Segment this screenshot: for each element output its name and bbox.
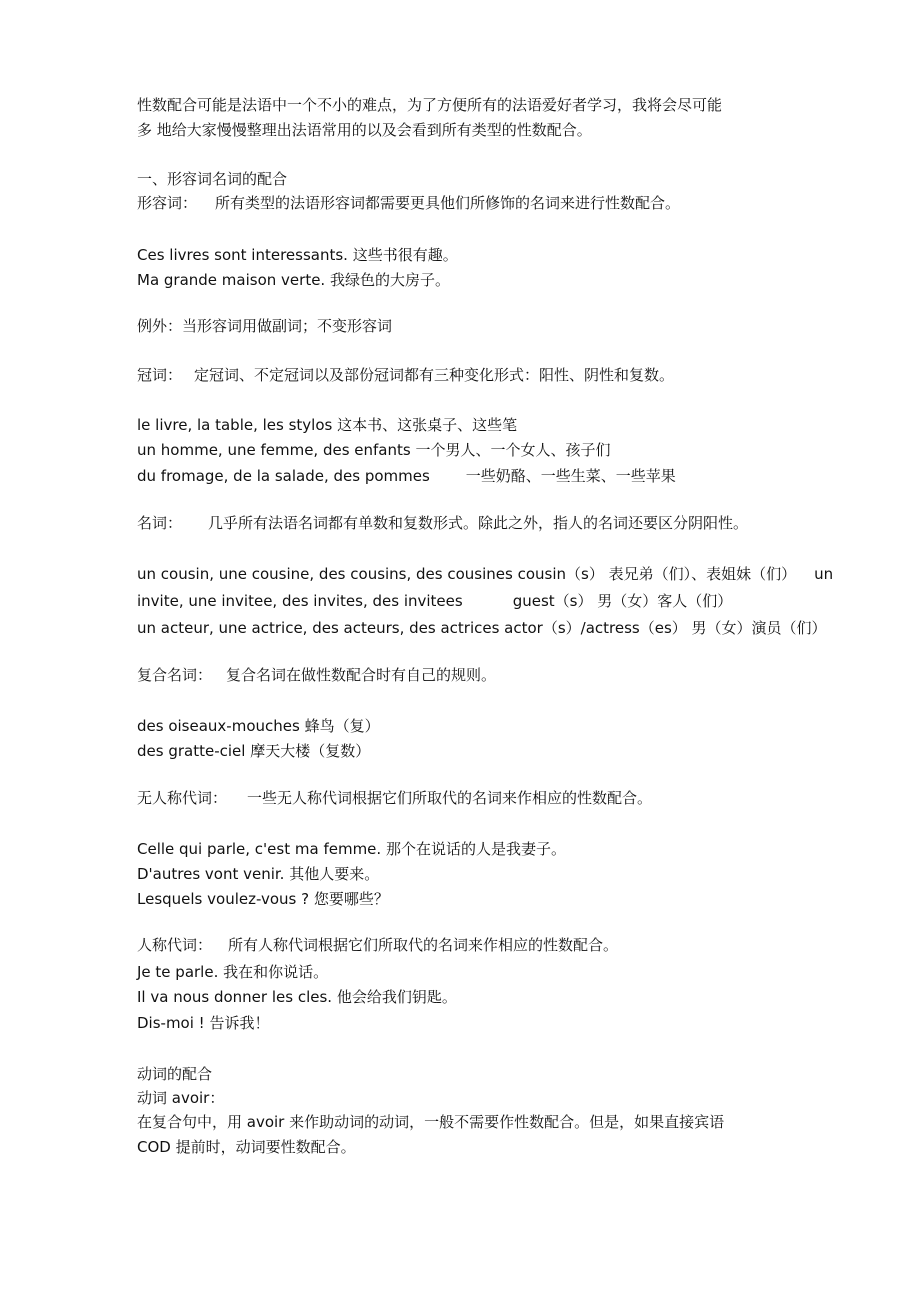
personal-example: Je te parle. 我在和你说话。 <box>137 963 329 981</box>
article-example <box>137 466 676 486</box>
noun-example-2 <box>137 591 732 611</box>
adjective-example: Ma grande maison verte. 我绿色的大房子。 <box>137 271 450 289</box>
verb-rule-line-2: COD 提前时，动词要性数配合。 <box>137 1138 356 1156</box>
article-example: un homme, une femme, des enfants 一个男人、一个女人、孩子们 <box>137 441 611 459</box>
impersonal-label: 无人称代词： <box>137 789 228 807</box>
section-heading-adj-noun: 一、形容词名词的配合 <box>137 170 288 188</box>
personal-rule <box>137 935 618 955</box>
verb-subheading: 动词 avoir： <box>137 1089 225 1107</box>
noun-example-1-tail: un <box>814 565 834 583</box>
intro-line-1: 性数配合可能是法语中一个不小的难点，为了方便所有的法语爱好者学习，我将会尽可能 <box>137 96 723 114</box>
personal-text: 所有人称代词根据它们所取代的名词来作相应的性数配合。 <box>228 936 619 954</box>
intro-line-2: 多 地给大家慢慢整理出法语常用的以及会看到所有类型的性数配合。 <box>137 121 592 139</box>
compound-rule <box>137 665 496 685</box>
section-heading-verb: 动词的配合 <box>137 1065 213 1083</box>
article-rule <box>137 365 674 385</box>
noun-label: 名词： <box>137 514 183 532</box>
impersonal-rule <box>137 788 652 808</box>
personal-label: 人称代词： <box>137 936 213 954</box>
noun-rule <box>137 513 748 533</box>
compound-example: des oiseaux-mouches 蜂鸟（复） <box>137 717 380 735</box>
adjective-rule <box>137 193 680 213</box>
adjective-exception: 例外：当形容词用做副词；不变形容词 <box>137 317 393 335</box>
compound-text: 复合名词在做性数配合时有自己的规则。 <box>226 666 497 684</box>
impersonal-example: Celle qui parle, c'est ma femme. 那个在说话的人是我妻子。 <box>137 840 566 858</box>
article-example-fr: du fromage, de la salade, des pommes <box>137 467 430 485</box>
noun-example-2-zh: guest（s） 男（女）客人（们） <box>512 592 733 610</box>
noun-example-1-text: un cousin, une cousine, des cousins, des cousines cousin（s） 表兄弟（们）、表姐妹（们） <box>137 565 797 583</box>
personal-example: Dis-moi ! 告诉我！ <box>137 1014 270 1032</box>
noun-example-3: un acteur, une actrice, des acteurs, des actrices actor（s）/actress（es） 男（女）演员（们） <box>137 619 827 637</box>
noun-example-1 <box>137 564 833 584</box>
impersonal-example: Lesquels voulez-vous ? 您要哪些？ <box>137 890 389 908</box>
compound-label: 复合名词： <box>137 666 213 684</box>
article-label: 冠词： <box>137 366 183 384</box>
impersonal-text: 一些无人称代词根据它们所取代的名词来作相应的性数配合。 <box>247 789 653 807</box>
article-example: le livre, la table, les stylos 这本书、这张桌子、这些笔 <box>137 416 518 434</box>
article-example-zh: 一些奶酪、一些生菜、一些苹果 <box>465 467 676 485</box>
verb-rule-line-1: 在复合句中，用 avoir 来作助动词的动词，一般不需要作性数配合。但是，如果直接宾语 <box>137 1113 725 1131</box>
noun-example-2-fr: invite, une invitee, des invites, des invitees <box>137 592 463 610</box>
noun-text: 几乎所有法语名词都有单数和复数形式。除此之外，指人的名词还要区分阴阳性。 <box>208 514 749 532</box>
article-text: 定冠词、不定冠词以及部份冠词都有三种变化形式：阳性、阴性和复数。 <box>194 366 675 384</box>
compound-example: des gratte-ciel 摩天大楼（复数） <box>137 742 371 760</box>
adjective-label: 形容词： <box>137 194 198 212</box>
personal-example: Il va nous donner les cles. 他会给我们钥匙。 <box>137 988 457 1006</box>
adjective-example: Ces livres sont interessants. 这些书很有趣。 <box>137 246 458 264</box>
impersonal-example: D'autres vont venir. 其他人要来。 <box>137 865 380 883</box>
adjective-text: 所有类型的法语形容词都需要更具他们所修饰的名词来进行性数配合。 <box>215 194 681 212</box>
